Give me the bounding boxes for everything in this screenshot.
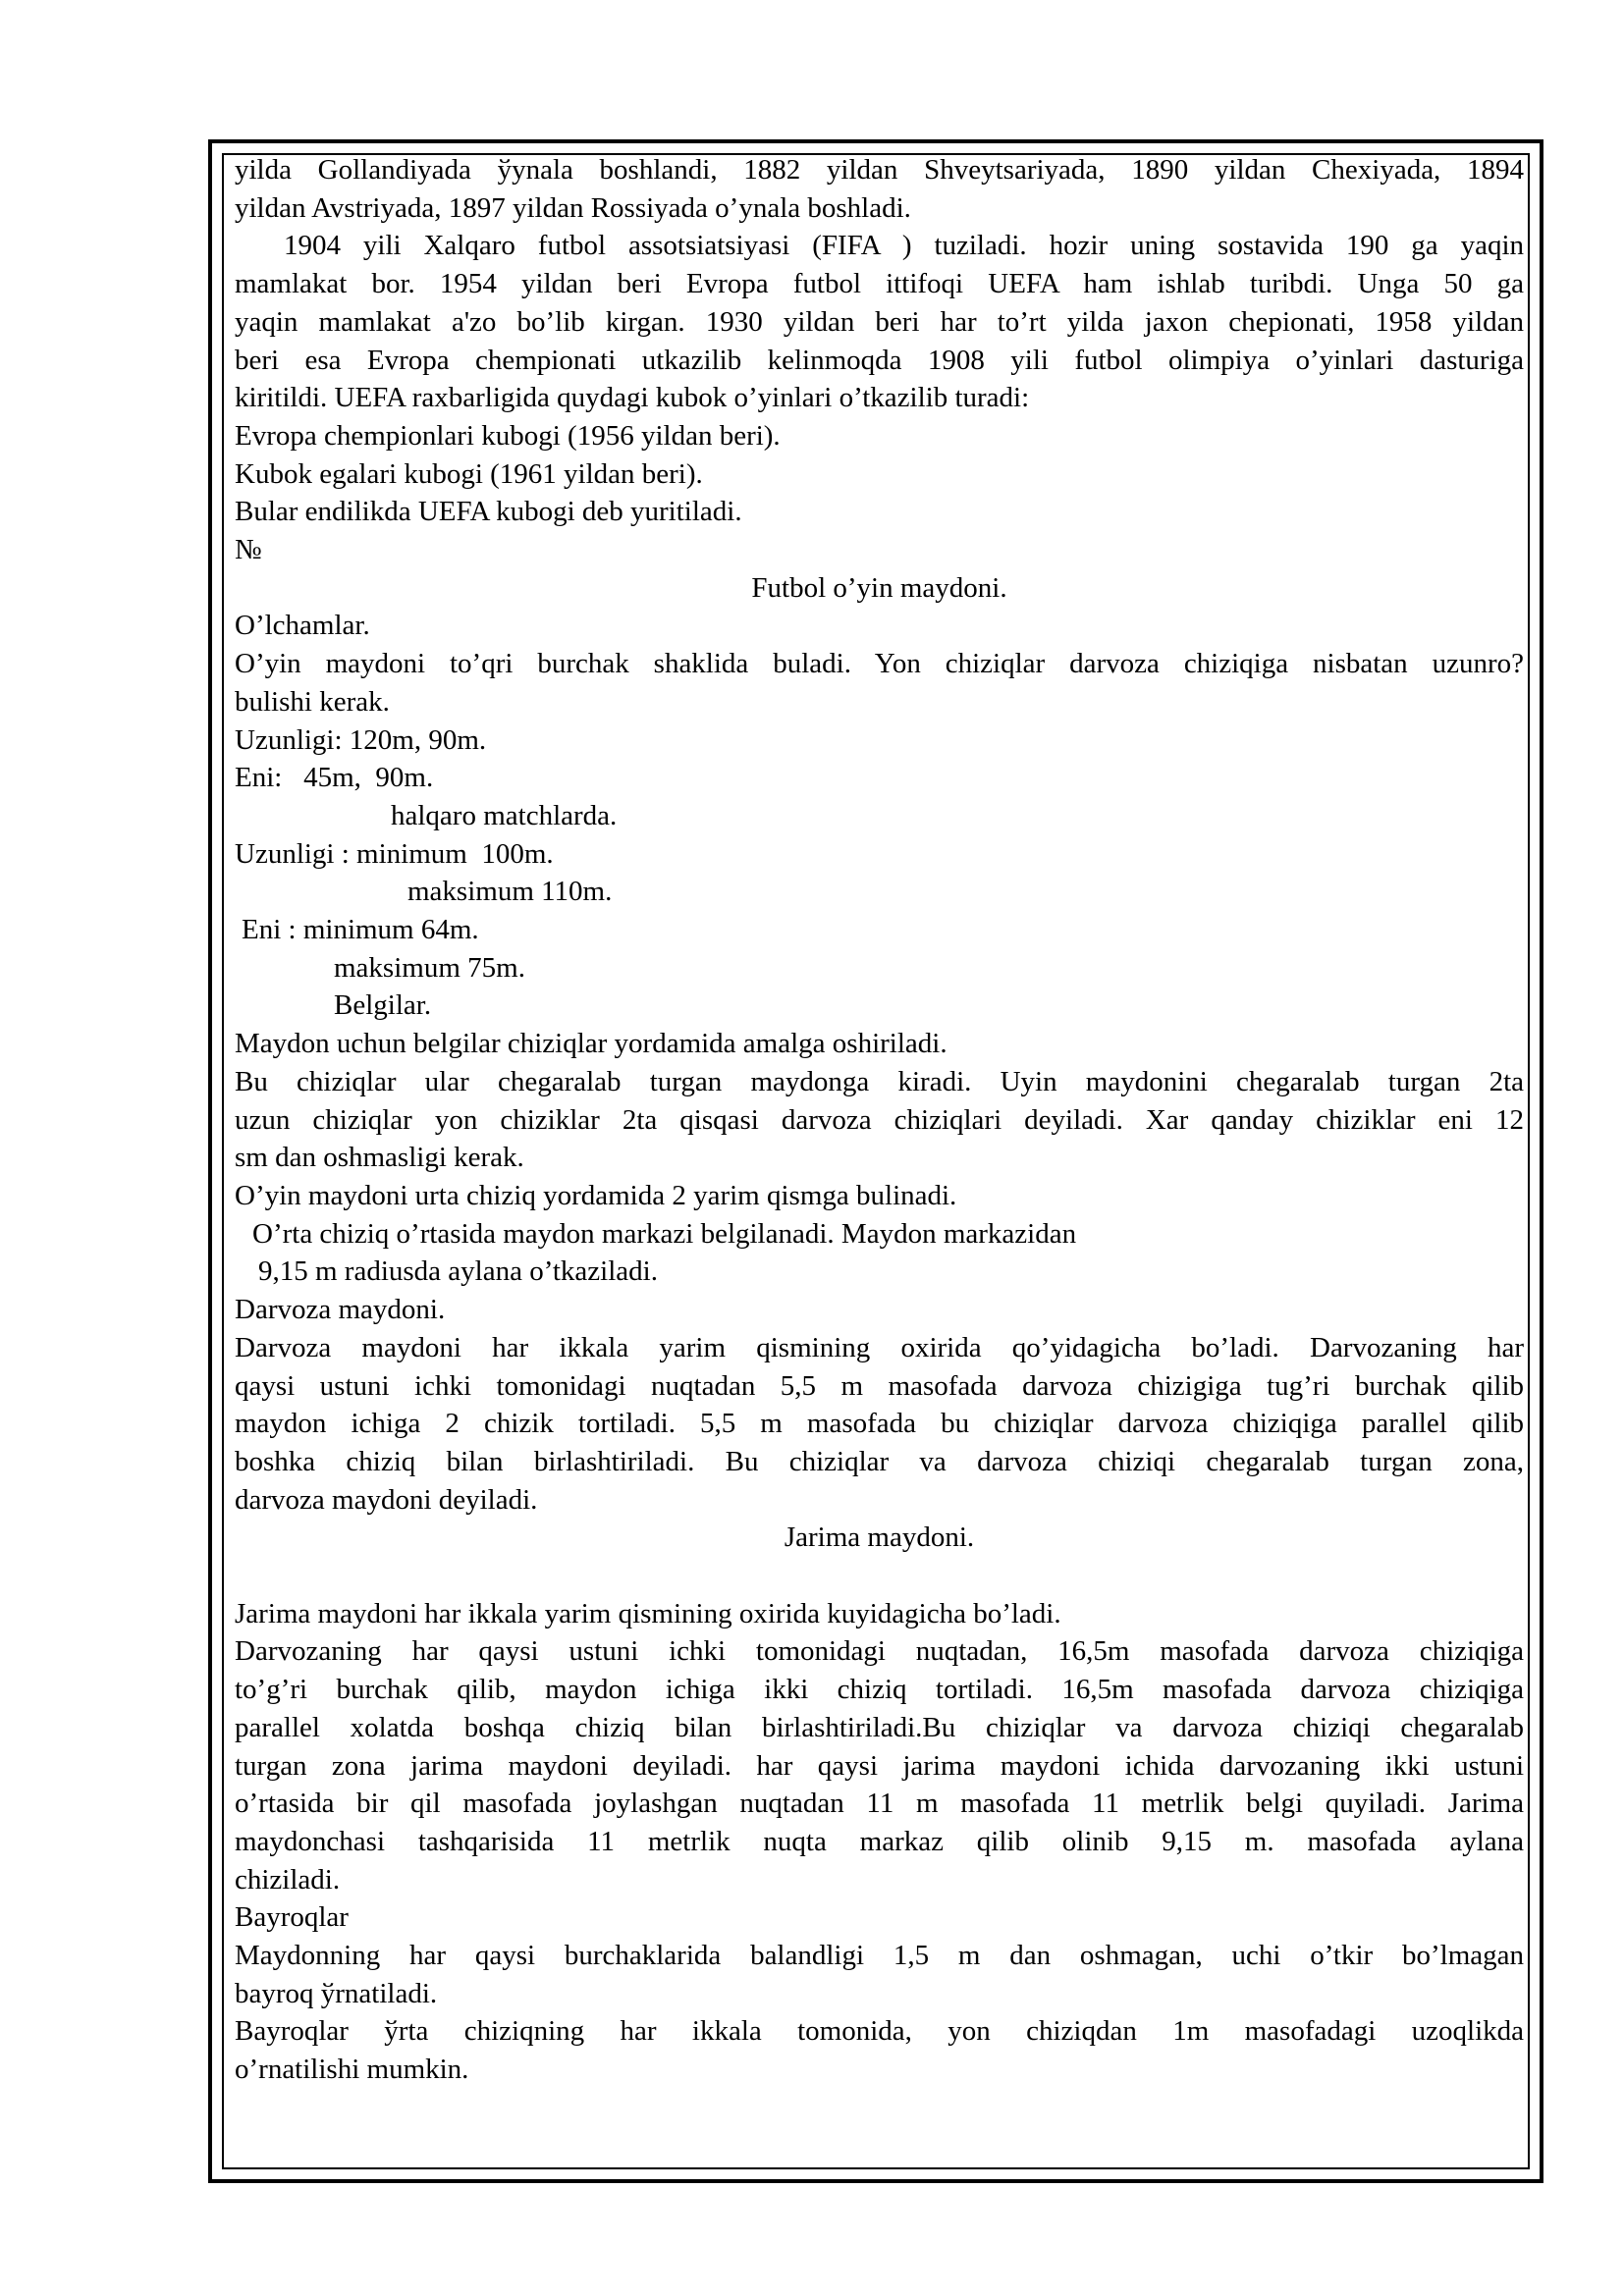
paragraph-first-line: 1904 yili Xalqaro futbol assotsiatsiyasi (FIFA ) tuziladi. hozir uning sostavida 190 ga yaqin — [284, 230, 1524, 262]
text-line: Uzunligi: 120m, 90m. — [235, 723, 487, 756]
text-line: o’rnatilishi mumkin. — [235, 2054, 469, 2086]
text-line: turgan zona jarima maydoni deyiladi. har qaysi jarima maydoni ichida darvozaning ikki ustuni — [235, 1749, 1524, 1782]
text-line: kiritildi. UEFA raxbarligida quydagi kubok o’yinlari o’tkazilib turadi: — [235, 382, 1030, 414]
text-line: qaysi ustuni ichki tomonidagi nuqtadan 5,5 m masofada darvoza chizigiga tug’ri burchak qilib — [235, 1369, 1524, 1402]
text-line: darvoza maydoni deyiladi. — [235, 1483, 538, 1516]
list-item: Kubok egalari kubogi (1961 yildan beri). — [235, 457, 703, 490]
subheading: Darvoza maydoni. — [235, 1294, 446, 1326]
section-heading: Jarima maydoni. — [784, 1522, 975, 1554]
text-line: yildan Avstriyada, 1897 yildan Rossiyada o’ynala boshladi. — [235, 191, 911, 224]
text-line: Bu chiziqlar ular chegaralab turgan maydonga kiradi. Uyin maydonini chegaralab turgan 2ta — [235, 1065, 1524, 1097]
text-line: maksimum 110m. — [407, 876, 613, 908]
text-line: O’yin maydoni to’qri burchak shaklida buladi. Yon chiziqlar darvoza chiziqiga nisbatan uzunro? — [235, 648, 1524, 680]
text-line: chiziladi. — [235, 1863, 341, 1896]
text-line: bayroq ўrnatiladi. — [235, 1977, 438, 2009]
subheading: halqaro matchlarda. — [391, 799, 618, 831]
subheading: Bayroqlar — [235, 1901, 349, 1934]
text-line: to’g’ri burchak qilib, maydon ichiga ikki chiziq tortiladi. 16,5m masofada darvoza chiziqiga — [235, 1674, 1524, 1706]
text-line: Uzunligi : minimum 100m. — [235, 837, 554, 870]
list-item: Evropa chempionlari kubogi (1956 yildan beri). — [235, 419, 781, 452]
text-line: O’rta chiziq o’rtasida maydon markazi belgilanadi. Maydon markazidan — [252, 1217, 1077, 1250]
text-line: mamlakat bor. 1954 yildan beri Evropa futbol ittifoqi UEFA ham ishlab turibdi. Unga 50 ga — [235, 268, 1524, 300]
text-line: Maydon uchun belgilar chiziqlar yordamida amalga oshiriladi. — [235, 1028, 947, 1060]
text-line: Darvozaning har qaysi ustuni ichki tomonidagi nuqtadan, 16,5m masofada darvoza chiziqiga — [235, 1635, 1524, 1668]
text-line: Darvoza maydoni har ikkala yarim qismining oxirida qo’yidagicha bo’ladi. Darvozaning har — [235, 1331, 1524, 1363]
text-line: 9,15 m radiusda aylana o’tkaziladi. — [258, 1255, 658, 1288]
subheading: Belgilar. — [334, 989, 432, 1022]
text-line: o’rtasida bir qil masofada joylashgan nuqtadan 11 m masofada 11 metrlik belgi quyiladi. Jarima — [235, 1788, 1524, 1820]
text-line: beri esa Evropa chempionati utkazilib kelinmoqda 1908 yili futbol olimpiya o’yinlari dasturiga — [235, 344, 1524, 376]
section-heading: Futbol o’yin maydoni. — [751, 571, 1007, 604]
blank-line — [235, 1557, 1524, 1595]
text-line: boshka chiziq bilan birlashtiriladi. Bu chiziqlar va darvoza chiziqi chegaralab turgan zona, — [235, 1445, 1524, 1477]
text-line: yilda Gollandiyada ўynala boshlandi, 1882 yildan Shveytsariyada, 1890 yildan Chexiyada, 1894 — [235, 154, 1524, 186]
document-body — [235, 151, 1524, 2089]
text-line: maksimum 75m. — [334, 951, 525, 984]
text-line: O’yin maydoni urta chiziq yordamida 2 yarim qismga bulinadi. — [235, 1179, 957, 1211]
text-line: bulishi kerak. — [235, 685, 390, 718]
text-line: Bayroqlar ўrta chiziqning har ikkala tomonida, yon chiziqdan 1m masofadagi uzoqlikda — [235, 2015, 1524, 2048]
text-line: yaqin mamlakat a'zo bo’lib kirgan. 1930 yildan beri har to’rt yilda jaxon chepionati, 1958 yildan — [235, 305, 1524, 338]
text-line: maydon ichiga 2 chizik tortiladi. 5,5 m masofada bu chiziqlar darvoza chiziqiga parallel qilib — [235, 1408, 1524, 1440]
text-line: sm dan oshmasligi kerak. — [235, 1142, 524, 1174]
text-line: maydonchasi tashqarisida 11 metrlik nuqta markaz qilib olinib 9,15 m. masofada aylana — [235, 1825, 1524, 1857]
text-line: Maydonning har qaysi burchaklarida balandligi 1,5 m dan oshmagan, uchi o’tkir bo’lmagan — [235, 1940, 1524, 1972]
text-line: Jarima maydoni har ikkala yarim qismining oxirida kuyidagicha bo’ladi. — [235, 1597, 1061, 1629]
text-line: Eni : minimum 64m. — [242, 914, 479, 946]
subheading: O’lchamlar. — [235, 610, 370, 642]
text-line: Eni: 45m, 90m. — [235, 762, 434, 794]
text-line: Bular endilikda UEFA kubogi deb yuritiladi. — [235, 496, 742, 528]
number-sign: № — [235, 534, 262, 566]
text-line: uzun chiziqlar yon chiziklar 2ta qisqasi darvoza chiziqlari deyiladi. Xar qanday chiziklar eni 12 — [235, 1103, 1524, 1136]
text-line: parallel xolatda boshqa chiziq bilan birlashtiriladi.Bu chiziqlar va darvoza chiziqi chegaralab — [235, 1711, 1524, 1743]
